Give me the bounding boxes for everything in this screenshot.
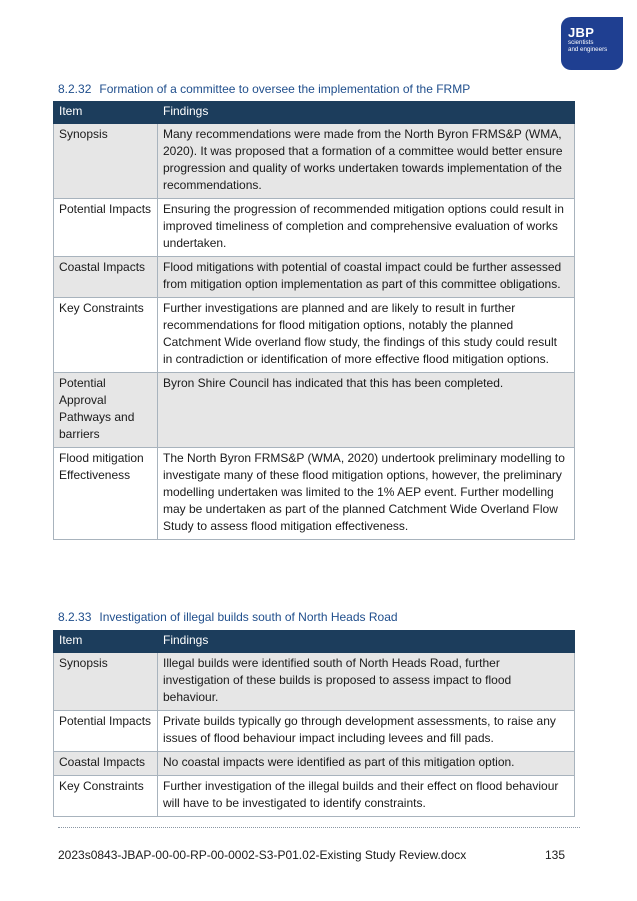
table-row — [54, 776, 575, 817]
findings-table-committee — [53, 101, 575, 540]
row-item: Flood mitigation Effectiveness — [54, 448, 158, 540]
logo-tagline-1: scientists — [568, 39, 594, 46]
header-findings: Findings — [158, 631, 575, 653]
row-item: Potential Impacts — [54, 199, 158, 257]
row-findings: Ensuring the progression of recommended mitigation options could result in improved timeliness of completion and comprehensive evaluation of works undertaken. — [158, 199, 575, 257]
row-item: Potential Approval Pathways and barriers — [54, 373, 158, 448]
table-row — [54, 124, 575, 199]
row-findings: Flood mitigations with potential of coastal impact could be further assessed from mitigation option implementation as part of this committee obligations. — [158, 257, 575, 298]
row-item: Key Constraints — [54, 776, 158, 817]
logo-tagline-2: and engineers — [568, 46, 608, 53]
table-row — [54, 298, 575, 373]
row-findings: Illegal builds were identified south of North Heads Road, further investigation of these builds is proposed to assess impact to flood behaviour. — [158, 653, 575, 711]
section-number: 8.2.32 — [58, 82, 92, 96]
section-number: 8.2.33 — [58, 610, 92, 624]
header-item: Item — [54, 631, 158, 653]
footer-page-number: 135 — [545, 848, 566, 862]
table-row — [54, 448, 575, 540]
table-header-row — [54, 102, 575, 124]
findings-table-illegal-builds — [53, 630, 575, 817]
header-item: Item — [54, 102, 158, 124]
table-row — [54, 752, 575, 776]
table-row — [54, 711, 575, 752]
row-item: Coastal Impacts — [54, 257, 158, 298]
section-heading-committee — [58, 82, 470, 96]
footer-divider — [58, 827, 580, 828]
table-header-row — [54, 631, 575, 653]
logo-brand: JBP — [568, 25, 595, 40]
table-row — [54, 257, 575, 298]
row-findings: The North Byron FRMS&P (WMA, 2020) undertook preliminary modelling to investigate many of these flood mitigation options, however, the preliminary modelling undertaken was limited to the 1% AEP event. Further modelling may be undertaken as part of the planned Catchment Wide Overland Flow Study to assess flood mitigation effectiveness. — [158, 448, 575, 540]
table-row — [54, 373, 575, 448]
table-row — [54, 653, 575, 711]
jbp-logo — [561, 17, 623, 70]
row-item: Key Constraints — [54, 298, 158, 373]
section-title: Formation of a committee to oversee the implementation of the FRMP — [99, 82, 471, 96]
row-item: Synopsis — [54, 653, 158, 711]
row-findings: Further investigation of the illegal builds and their effect on flood behaviour will have to be investigated to identify constraints. — [158, 776, 575, 817]
footer-document-name: 2023s0843-JBAP-00-00-RP-00-0002-S3-P01.02-Existing Study Review.docx — [58, 848, 467, 862]
row-item: Coastal Impacts — [54, 752, 158, 776]
row-findings: No coastal impacts were identified as part of this mitigation option. — [158, 752, 575, 776]
header-findings: Findings — [158, 102, 575, 124]
row-item: Potential Impacts — [54, 711, 158, 752]
row-findings: Many recommendations were made from the North Byron FRMS&P (WMA, 2020). It was proposed that a formation of a committee would better ensure progression and quality of works undertaken towards implementation of the recommendations. — [158, 124, 575, 199]
section-title: Investigation of illegal builds south of North Heads Road — [99, 610, 398, 624]
row-findings: Further investigations are planned and are likely to result in further recommendations for flood mitigation options, notably the planned Catchment Wide overland flow study, the findings of this study could result in contradiction or identification of more effective flood mitigation options. — [158, 298, 575, 373]
section-heading-illegal-builds — [58, 610, 398, 624]
row-findings: Private builds typically go through development assessments, to raise any issues of flood behaviour impact including levees and fill pads. — [158, 711, 575, 752]
row-item: Synopsis — [54, 124, 158, 199]
table-row — [54, 199, 575, 257]
row-findings: Byron Shire Council has indicated that this has been completed. — [158, 373, 575, 448]
